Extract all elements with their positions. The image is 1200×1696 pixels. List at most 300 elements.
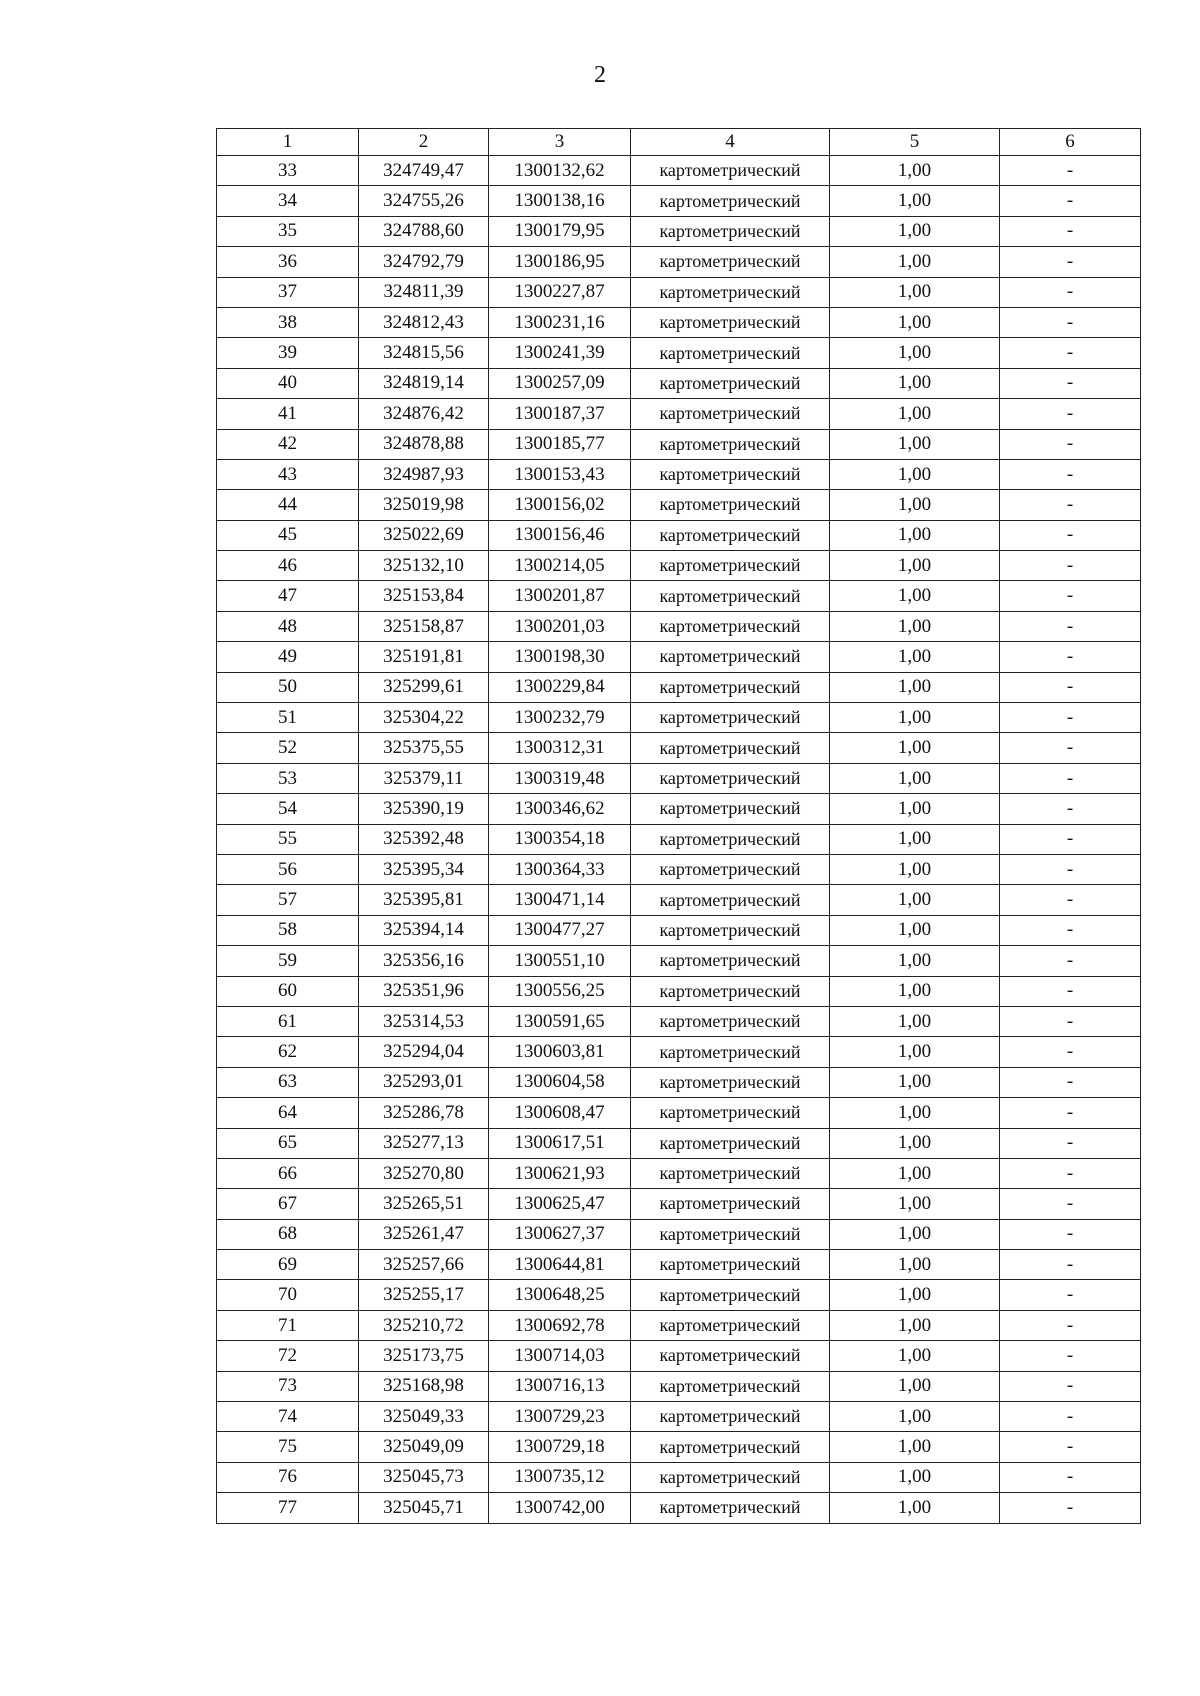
accuracy-cell: 1,00 — [830, 1432, 1000, 1462]
point-number-cell: 45 — [217, 520, 359, 550]
accuracy-cell: 1,00 — [830, 854, 1000, 884]
point-number-cell: 63 — [217, 1067, 359, 1097]
table-header — [217, 129, 1141, 156]
accuracy-cell: 1,00 — [830, 703, 1000, 733]
y-coordinate-cell: 1300742,00 — [489, 1493, 631, 1523]
y-coordinate-cell: 1300477,27 — [489, 915, 631, 945]
y-coordinate-cell: 1300603,81 — [489, 1037, 631, 1067]
page-number: 2 — [594, 62, 606, 88]
table-row — [217, 611, 1141, 641]
table-row — [217, 794, 1141, 824]
note-cell: - — [1000, 642, 1141, 672]
x-coordinate-cell: 325356,16 — [359, 946, 489, 976]
table-row — [217, 1006, 1141, 1036]
x-coordinate-cell: 325304,22 — [359, 703, 489, 733]
note-cell: - — [1000, 338, 1141, 368]
note-cell: - — [1000, 1067, 1141, 1097]
method-cell: картометрический — [631, 520, 830, 550]
accuracy-cell: 1,00 — [830, 1250, 1000, 1280]
accuracy-cell: 1,00 — [830, 733, 1000, 763]
note-cell: - — [1000, 976, 1141, 1006]
accuracy-cell: 1,00 — [830, 1189, 1000, 1219]
point-number-cell: 59 — [217, 946, 359, 976]
x-coordinate-cell: 325375,55 — [359, 733, 489, 763]
x-coordinate-cell: 325022,69 — [359, 520, 489, 550]
point-number-cell: 77 — [217, 1493, 359, 1523]
table-row — [217, 338, 1141, 368]
table-row — [217, 1098, 1141, 1128]
accuracy-cell: 1,00 — [830, 1219, 1000, 1249]
method-cell: картометрический — [631, 186, 830, 216]
point-number-cell: 54 — [217, 794, 359, 824]
note-cell: - — [1000, 672, 1141, 702]
x-coordinate-cell: 325168,98 — [359, 1371, 489, 1401]
table-row — [217, 490, 1141, 520]
table-row — [217, 1493, 1141, 1523]
point-number-cell: 65 — [217, 1128, 359, 1158]
table-row — [217, 885, 1141, 915]
column-header-2: 2 — [359, 129, 489, 156]
point-number-cell: 35 — [217, 216, 359, 246]
method-cell: картометрический — [631, 581, 830, 611]
method-cell: картометрический — [631, 1462, 830, 1492]
x-coordinate-cell: 325191,81 — [359, 642, 489, 672]
table-row — [217, 1310, 1141, 1340]
accuracy-cell: 1,00 — [830, 520, 1000, 550]
point-number-cell: 70 — [217, 1280, 359, 1310]
note-cell: - — [1000, 1341, 1141, 1371]
header-row — [217, 129, 1141, 156]
method-cell: картометрический — [631, 824, 830, 854]
method-cell: картометрический — [631, 885, 830, 915]
accuracy-cell: 1,00 — [830, 1402, 1000, 1432]
table-row — [217, 1067, 1141, 1097]
method-cell: картометрический — [631, 672, 830, 702]
note-cell: - — [1000, 1462, 1141, 1492]
column-header-4: 4 — [631, 129, 830, 156]
point-number-cell: 55 — [217, 824, 359, 854]
y-coordinate-cell: 1300551,10 — [489, 946, 631, 976]
accuracy-cell: 1,00 — [830, 399, 1000, 429]
note-cell: - — [1000, 1006, 1141, 1036]
accuracy-cell: 1,00 — [830, 824, 1000, 854]
point-number-cell: 58 — [217, 915, 359, 945]
accuracy-cell: 1,00 — [830, 1371, 1000, 1401]
table-row — [217, 763, 1141, 793]
table-row — [217, 1189, 1141, 1219]
y-coordinate-cell: 1300232,79 — [489, 703, 631, 733]
table-row — [217, 854, 1141, 884]
table-row — [217, 581, 1141, 611]
table-row — [217, 551, 1141, 581]
y-coordinate-cell: 1300241,39 — [489, 338, 631, 368]
y-coordinate-cell: 1300346,62 — [489, 794, 631, 824]
note-cell: - — [1000, 703, 1141, 733]
note-cell: - — [1000, 368, 1141, 398]
table-row — [217, 307, 1141, 337]
x-coordinate-cell: 325173,75 — [359, 1341, 489, 1371]
point-number-cell: 67 — [217, 1189, 359, 1219]
x-coordinate-cell: 325277,13 — [359, 1128, 489, 1158]
y-coordinate-cell: 1300187,37 — [489, 399, 631, 429]
note-cell: - — [1000, 763, 1141, 793]
point-number-cell: 57 — [217, 885, 359, 915]
x-coordinate-cell: 325395,34 — [359, 854, 489, 884]
method-cell: картометрический — [631, 1250, 830, 1280]
accuracy-cell: 1,00 — [830, 581, 1000, 611]
accuracy-cell: 1,00 — [830, 1280, 1000, 1310]
note-cell: - — [1000, 1493, 1141, 1523]
accuracy-cell: 1,00 — [830, 459, 1000, 489]
x-coordinate-cell: 325395,81 — [359, 885, 489, 915]
method-cell: картометрический — [631, 1098, 830, 1128]
x-coordinate-cell: 325390,19 — [359, 794, 489, 824]
y-coordinate-cell: 1300156,46 — [489, 520, 631, 550]
note-cell: - — [1000, 1402, 1141, 1432]
method-cell: картометрический — [631, 247, 830, 277]
accuracy-cell: 1,00 — [830, 307, 1000, 337]
method-cell: картометрический — [631, 763, 830, 793]
x-coordinate-cell: 325019,98 — [359, 490, 489, 520]
y-coordinate-cell: 1300591,65 — [489, 1006, 631, 1036]
point-number-cell: 64 — [217, 1098, 359, 1128]
point-number-cell: 40 — [217, 368, 359, 398]
note-cell: - — [1000, 946, 1141, 976]
accuracy-cell: 1,00 — [830, 1158, 1000, 1188]
method-cell: картометрический — [631, 216, 830, 246]
point-number-cell: 37 — [217, 277, 359, 307]
x-coordinate-cell: 325286,78 — [359, 1098, 489, 1128]
accuracy-cell: 1,00 — [830, 338, 1000, 368]
table-row — [217, 1371, 1141, 1401]
accuracy-cell: 1,00 — [830, 1098, 1000, 1128]
table-row — [217, 733, 1141, 763]
accuracy-cell: 1,00 — [830, 672, 1000, 702]
accuracy-cell: 1,00 — [830, 368, 1000, 398]
accuracy-cell: 1,00 — [830, 216, 1000, 246]
method-cell: картометрический — [631, 307, 830, 337]
accuracy-cell: 1,00 — [830, 915, 1000, 945]
point-number-cell: 33 — [217, 156, 359, 186]
point-number-cell: 53 — [217, 763, 359, 793]
table-row — [217, 1280, 1141, 1310]
method-cell: картометрический — [631, 1280, 830, 1310]
point-number-cell: 56 — [217, 854, 359, 884]
note-cell: - — [1000, 581, 1141, 611]
y-coordinate-cell: 1300231,16 — [489, 307, 631, 337]
accuracy-cell: 1,00 — [830, 490, 1000, 520]
table-row — [217, 277, 1141, 307]
y-coordinate-cell: 1300153,43 — [489, 459, 631, 489]
x-coordinate-cell: 325257,66 — [359, 1250, 489, 1280]
x-coordinate-cell: 325132,10 — [359, 551, 489, 581]
method-cell: картометрический — [631, 1128, 830, 1158]
point-number-cell: 69 — [217, 1250, 359, 1280]
note-cell: - — [1000, 1098, 1141, 1128]
table-row — [217, 642, 1141, 672]
y-coordinate-cell: 1300364,33 — [489, 854, 631, 884]
note-cell: - — [1000, 1280, 1141, 1310]
note-cell: - — [1000, 247, 1141, 277]
method-cell: картометрический — [631, 1310, 830, 1340]
table-row — [217, 1432, 1141, 1462]
x-coordinate-cell: 325394,14 — [359, 915, 489, 945]
accuracy-cell: 1,00 — [830, 1310, 1000, 1340]
y-coordinate-cell: 1300627,37 — [489, 1219, 631, 1249]
y-coordinate-cell: 1300229,84 — [489, 672, 631, 702]
table-row — [217, 1037, 1141, 1067]
column-header-3: 3 — [489, 129, 631, 156]
note-cell: - — [1000, 307, 1141, 337]
x-coordinate-cell: 325261,47 — [359, 1219, 489, 1249]
point-number-cell: 43 — [217, 459, 359, 489]
table-row — [217, 946, 1141, 976]
y-coordinate-cell: 1300138,16 — [489, 186, 631, 216]
accuracy-cell: 1,00 — [830, 551, 1000, 581]
x-coordinate-cell: 324878,88 — [359, 429, 489, 459]
point-number-cell: 49 — [217, 642, 359, 672]
point-number-cell: 51 — [217, 703, 359, 733]
point-number-cell: 38 — [217, 307, 359, 337]
x-coordinate-cell: 324811,39 — [359, 277, 489, 307]
method-cell: картометрический — [631, 399, 830, 429]
accuracy-cell: 1,00 — [830, 186, 1000, 216]
note-cell: - — [1000, 915, 1141, 945]
method-cell: картометрический — [631, 429, 830, 459]
table-row — [217, 1462, 1141, 1492]
y-coordinate-cell: 1300692,78 — [489, 1310, 631, 1340]
note-cell: - — [1000, 733, 1141, 763]
accuracy-cell: 1,00 — [830, 946, 1000, 976]
table-row — [217, 1158, 1141, 1188]
point-number-cell: 42 — [217, 429, 359, 459]
point-number-cell: 60 — [217, 976, 359, 1006]
accuracy-cell: 1,00 — [830, 1462, 1000, 1492]
x-coordinate-cell: 325049,33 — [359, 1402, 489, 1432]
y-coordinate-cell: 1300132,62 — [489, 156, 631, 186]
table-row — [217, 1128, 1141, 1158]
accuracy-cell: 1,00 — [830, 1006, 1000, 1036]
table-row — [217, 247, 1141, 277]
y-coordinate-cell: 1300471,14 — [489, 885, 631, 915]
note-cell: - — [1000, 1371, 1141, 1401]
x-coordinate-cell: 325158,87 — [359, 611, 489, 641]
method-cell: картометрический — [631, 1037, 830, 1067]
note-cell: - — [1000, 277, 1141, 307]
note-cell: - — [1000, 399, 1141, 429]
x-coordinate-cell: 325270,80 — [359, 1158, 489, 1188]
table-row — [217, 703, 1141, 733]
note-cell: - — [1000, 794, 1141, 824]
column-header-1: 1 — [217, 129, 359, 156]
method-cell: картометрический — [631, 1067, 830, 1097]
note-cell: - — [1000, 520, 1141, 550]
table-row — [217, 1341, 1141, 1371]
point-number-cell: 68 — [217, 1219, 359, 1249]
y-coordinate-cell: 1300214,05 — [489, 551, 631, 581]
note-cell: - — [1000, 1219, 1141, 1249]
x-coordinate-cell: 325392,48 — [359, 824, 489, 854]
point-number-cell: 76 — [217, 1462, 359, 1492]
point-number-cell: 34 — [217, 186, 359, 216]
x-coordinate-cell: 324812,43 — [359, 307, 489, 337]
point-number-cell: 47 — [217, 581, 359, 611]
point-number-cell: 61 — [217, 1006, 359, 1036]
x-coordinate-cell: 325049,09 — [359, 1432, 489, 1462]
note-cell: - — [1000, 1037, 1141, 1067]
x-coordinate-cell: 325265,51 — [359, 1189, 489, 1219]
coordinates-table — [216, 128, 1141, 1524]
method-cell: картометрический — [631, 611, 830, 641]
method-cell: картометрический — [631, 1158, 830, 1188]
y-coordinate-cell: 1300617,51 — [489, 1128, 631, 1158]
y-coordinate-cell: 1300186,95 — [489, 247, 631, 277]
table-row — [217, 1250, 1141, 1280]
note-cell: - — [1000, 1310, 1141, 1340]
y-coordinate-cell: 1300198,30 — [489, 642, 631, 672]
y-coordinate-cell: 1300648,25 — [489, 1280, 631, 1310]
method-cell: картометрический — [631, 1219, 830, 1249]
accuracy-cell: 1,00 — [830, 1128, 1000, 1158]
column-header-5: 5 — [830, 129, 1000, 156]
point-number-cell: 66 — [217, 1158, 359, 1188]
point-number-cell: 36 — [217, 247, 359, 277]
point-number-cell: 71 — [217, 1310, 359, 1340]
y-coordinate-cell: 1300227,87 — [489, 277, 631, 307]
table-row — [217, 520, 1141, 550]
note-cell: - — [1000, 429, 1141, 459]
table-row — [217, 186, 1141, 216]
accuracy-cell: 1,00 — [830, 1341, 1000, 1371]
point-number-cell: 50 — [217, 672, 359, 702]
y-coordinate-cell: 1300179,95 — [489, 216, 631, 246]
method-cell: картометрический — [631, 368, 830, 398]
point-number-cell: 46 — [217, 551, 359, 581]
point-number-cell: 73 — [217, 1371, 359, 1401]
table-row — [217, 1219, 1141, 1249]
note-cell: - — [1000, 1250, 1141, 1280]
y-coordinate-cell: 1300735,12 — [489, 1462, 631, 1492]
method-cell: картометрический — [631, 854, 830, 884]
point-number-cell: 48 — [217, 611, 359, 641]
method-cell: картометрический — [631, 1493, 830, 1523]
note-cell: - — [1000, 490, 1141, 520]
note-cell: - — [1000, 156, 1141, 186]
y-coordinate-cell: 1300729,18 — [489, 1432, 631, 1462]
note-cell: - — [1000, 1432, 1141, 1462]
table-row — [217, 399, 1141, 429]
y-coordinate-cell: 1300621,93 — [489, 1158, 631, 1188]
accuracy-cell: 1,00 — [830, 1037, 1000, 1067]
y-coordinate-cell: 1300714,03 — [489, 1341, 631, 1371]
note-cell: - — [1000, 186, 1141, 216]
method-cell: картометрический — [631, 1341, 830, 1371]
table-body — [217, 156, 1141, 1524]
point-number-cell: 75 — [217, 1432, 359, 1462]
y-coordinate-cell: 1300319,48 — [489, 763, 631, 793]
accuracy-cell: 1,00 — [830, 429, 1000, 459]
y-coordinate-cell: 1300729,23 — [489, 1402, 631, 1432]
x-coordinate-cell: 325379,11 — [359, 763, 489, 793]
method-cell: картометрический — [631, 642, 830, 672]
point-number-cell: 52 — [217, 733, 359, 763]
accuracy-cell: 1,00 — [830, 1067, 1000, 1097]
table-row — [217, 156, 1141, 186]
y-coordinate-cell: 1300556,25 — [489, 976, 631, 1006]
method-cell: картометрический — [631, 277, 830, 307]
y-coordinate-cell: 1300604,58 — [489, 1067, 631, 1097]
y-coordinate-cell: 1300608,47 — [489, 1098, 631, 1128]
table-row — [217, 459, 1141, 489]
y-coordinate-cell: 1300156,02 — [489, 490, 631, 520]
x-coordinate-cell: 324755,26 — [359, 186, 489, 216]
x-coordinate-cell: 324749,47 — [359, 156, 489, 186]
note-cell: - — [1000, 459, 1141, 489]
method-cell: картометрический — [631, 156, 830, 186]
y-coordinate-cell: 1300644,81 — [489, 1250, 631, 1280]
accuracy-cell: 1,00 — [830, 976, 1000, 1006]
method-cell: картометрический — [631, 976, 830, 1006]
x-coordinate-cell: 325153,84 — [359, 581, 489, 611]
table-row — [217, 915, 1141, 945]
x-coordinate-cell: 325045,71 — [359, 1493, 489, 1523]
method-cell: картометрический — [631, 1432, 830, 1462]
note-cell: - — [1000, 885, 1141, 915]
point-number-cell: 62 — [217, 1037, 359, 1067]
x-coordinate-cell: 325299,61 — [359, 672, 489, 702]
x-coordinate-cell: 325351,96 — [359, 976, 489, 1006]
x-coordinate-cell: 325314,53 — [359, 1006, 489, 1036]
note-cell: - — [1000, 1189, 1141, 1219]
point-number-cell: 74 — [217, 1402, 359, 1432]
accuracy-cell: 1,00 — [830, 763, 1000, 793]
method-cell: картометрический — [631, 794, 830, 824]
x-coordinate-cell: 324819,14 — [359, 368, 489, 398]
column-header-6: 6 — [1000, 129, 1141, 156]
method-cell: картометрический — [631, 1006, 830, 1036]
accuracy-cell: 1,00 — [830, 156, 1000, 186]
method-cell: картометрический — [631, 1402, 830, 1432]
x-coordinate-cell: 325045,73 — [359, 1462, 489, 1492]
method-cell: картометрический — [631, 490, 830, 520]
method-cell: картометрический — [631, 733, 830, 763]
table-row — [217, 1402, 1141, 1432]
y-coordinate-cell: 1300312,31 — [489, 733, 631, 763]
note-cell: - — [1000, 551, 1141, 581]
note-cell: - — [1000, 854, 1141, 884]
y-coordinate-cell: 1300257,09 — [489, 368, 631, 398]
accuracy-cell: 1,00 — [830, 885, 1000, 915]
x-coordinate-cell: 324792,79 — [359, 247, 489, 277]
method-cell: картометрический — [631, 915, 830, 945]
y-coordinate-cell: 1300201,03 — [489, 611, 631, 641]
note-cell: - — [1000, 824, 1141, 854]
note-cell: - — [1000, 1128, 1141, 1158]
note-cell: - — [1000, 1158, 1141, 1188]
accuracy-cell: 1,00 — [830, 611, 1000, 641]
y-coordinate-cell: 1300201,87 — [489, 581, 631, 611]
x-coordinate-cell: 324987,93 — [359, 459, 489, 489]
x-coordinate-cell: 324815,56 — [359, 338, 489, 368]
note-cell: - — [1000, 611, 1141, 641]
method-cell: картометрический — [631, 1371, 830, 1401]
x-coordinate-cell: 324876,42 — [359, 399, 489, 429]
method-cell: картометрический — [631, 1189, 830, 1219]
accuracy-cell: 1,00 — [830, 794, 1000, 824]
method-cell: картометрический — [631, 703, 830, 733]
accuracy-cell: 1,00 — [830, 247, 1000, 277]
method-cell: картометрический — [631, 459, 830, 489]
